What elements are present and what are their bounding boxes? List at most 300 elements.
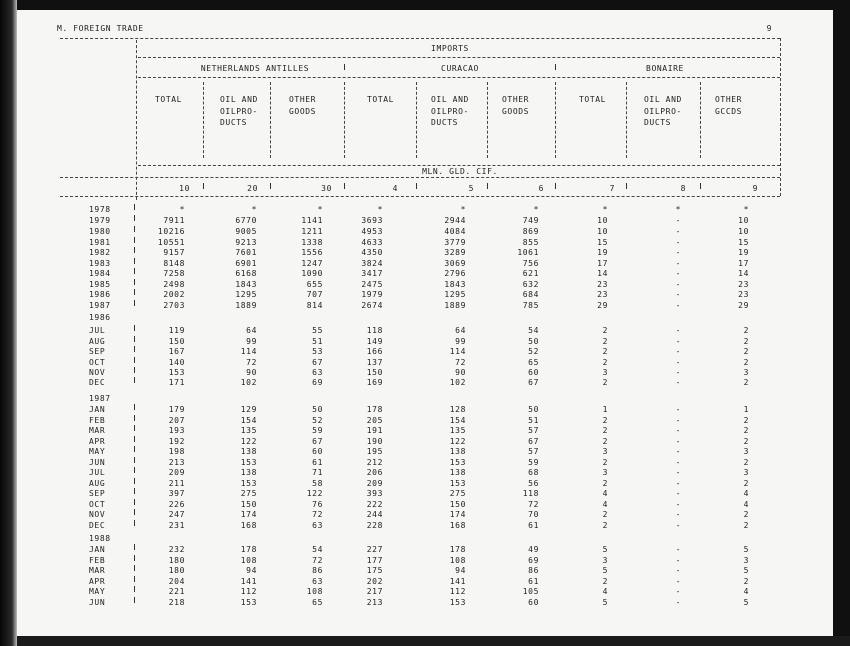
table-cell: 191 xyxy=(366,426,383,435)
table-cell: * xyxy=(743,205,749,214)
row-period: DEC xyxy=(89,378,106,387)
table-cell: 72 xyxy=(455,357,466,367)
table-cell: 218 xyxy=(168,597,185,607)
table-cell: 7258 xyxy=(163,269,185,278)
table-cell: 3 xyxy=(602,468,608,477)
column-header-6: OTHER xyxy=(502,95,530,104)
column-header-8: OIL AND xyxy=(644,95,682,104)
table-cell: 3693 xyxy=(361,216,383,225)
table-cell: 2 xyxy=(743,336,749,346)
row-period: JAN xyxy=(89,405,106,414)
table-cell: 65 xyxy=(312,597,323,607)
table-cell: - xyxy=(675,587,681,596)
table-cell: 63 xyxy=(312,576,323,586)
row-divider xyxy=(134,555,135,561)
table-cell: - xyxy=(675,378,681,387)
column-number: 20 xyxy=(247,184,258,193)
row-period: 1984 xyxy=(89,269,111,278)
row-divider xyxy=(134,215,135,221)
column-number-divider xyxy=(626,183,627,189)
table-right-border xyxy=(780,38,781,196)
table-cell: 1211 xyxy=(301,227,323,236)
table-cell: 52 xyxy=(312,415,323,425)
row-divider xyxy=(134,268,135,274)
group-divider xyxy=(555,64,556,70)
table-cell: 102 xyxy=(449,378,466,387)
row-divider xyxy=(134,446,135,452)
column-divider xyxy=(203,82,204,158)
table-cell: 2 xyxy=(602,457,608,467)
block-year-label: 1986 xyxy=(89,313,111,322)
table-cell: 213 xyxy=(168,457,185,467)
table-cell: 4084 xyxy=(444,227,466,236)
page-number: 9 xyxy=(766,24,772,33)
table-cell: 3 xyxy=(743,468,749,477)
table-cell: 108 xyxy=(306,587,323,596)
table-cell: 72 xyxy=(312,555,323,565)
column-number: 8 xyxy=(680,184,686,193)
row-divider xyxy=(134,415,135,421)
column-number-divider xyxy=(416,183,417,189)
column-number: 30 xyxy=(321,184,332,193)
table-cell: 122 xyxy=(449,436,466,446)
table-cell: 178 xyxy=(449,545,466,554)
table-cell: 168 xyxy=(240,520,257,530)
table-cell: - xyxy=(675,279,681,289)
table-cell: 141 xyxy=(240,576,257,586)
table-cell: 1090 xyxy=(301,269,323,278)
table-cell: 23 xyxy=(597,279,608,289)
row-divider xyxy=(134,226,135,232)
section-title: M. FOREIGN TRADE xyxy=(57,24,144,33)
row-divider xyxy=(134,509,135,515)
table-cell: 61 xyxy=(528,520,539,530)
row-period: JAN xyxy=(89,545,106,554)
table-cell: 5 xyxy=(743,566,749,575)
table-cell: 17 xyxy=(738,258,749,268)
table-cell: 177 xyxy=(366,555,383,565)
table-cell: 205 xyxy=(366,415,383,425)
row-period: MAY xyxy=(89,587,106,596)
column-header-2: OILPRO- xyxy=(220,106,258,116)
table-cell: 10216 xyxy=(157,227,185,236)
table-cell: 153 xyxy=(449,597,466,607)
table-cell: 69 xyxy=(312,378,323,387)
table-cell: * xyxy=(675,205,681,214)
table-cell: 2703 xyxy=(163,300,185,310)
table-cell: 178 xyxy=(366,405,383,414)
table-cell: 154 xyxy=(240,415,257,425)
row-period: 1979 xyxy=(89,216,111,225)
table-cell: 3 xyxy=(743,555,749,565)
column-number: 4 xyxy=(392,184,398,193)
table-cell: - xyxy=(675,336,681,346)
row-divider xyxy=(134,576,135,582)
table-cell: 15 xyxy=(738,237,749,247)
table-cell: 2796 xyxy=(444,269,466,278)
row-period: 1986 xyxy=(89,290,111,299)
column-number: 9 xyxy=(752,184,758,193)
column-header-9: OTHER xyxy=(715,95,743,104)
table-cell: 5 xyxy=(743,545,749,554)
table-cell: 153 xyxy=(168,368,185,377)
table-cell: 814 xyxy=(306,300,323,310)
table-cell: 6168 xyxy=(235,269,257,278)
table-cell: 1889 xyxy=(235,300,257,310)
table-cell: 71 xyxy=(312,468,323,477)
table-cell: 86 xyxy=(528,566,539,575)
block-year-label: 1987 xyxy=(89,394,111,403)
table-cell: 149 xyxy=(366,336,383,346)
row-period: APR xyxy=(89,436,106,446)
table-cell: 275 xyxy=(240,489,257,498)
table-cell: 135 xyxy=(240,426,257,435)
table-cell: 393 xyxy=(366,489,383,498)
table-cell: 57 xyxy=(528,426,539,435)
table-cell: 202 xyxy=(366,576,383,586)
table-cell: 2 xyxy=(602,336,608,346)
table-cell: 10 xyxy=(738,216,749,225)
table-cell: 179 xyxy=(168,405,185,414)
row-period: NOV xyxy=(89,510,106,519)
table-cell: 6901 xyxy=(235,258,257,268)
table-cell: 49 xyxy=(528,545,539,554)
column-divider xyxy=(487,82,488,158)
table-cell: 70 xyxy=(528,510,539,519)
table-cell: 749 xyxy=(522,216,539,225)
table-cell: 855 xyxy=(522,237,539,247)
row-period: OCT xyxy=(89,357,106,367)
table-cell: - xyxy=(675,415,681,425)
table-cell: 122 xyxy=(240,436,257,446)
table-cell: 67 xyxy=(528,378,539,387)
table-cell: - xyxy=(675,597,681,607)
table-cell: 150 xyxy=(366,368,383,377)
table-cell: 204 xyxy=(168,576,185,586)
table-cell: 67 xyxy=(312,436,323,446)
table-cell: 94 xyxy=(246,566,257,575)
column-number-divider xyxy=(344,183,345,189)
table-cell: 4 xyxy=(743,587,749,596)
column-divider xyxy=(416,82,417,158)
table-cell: 2 xyxy=(743,478,749,488)
table-cell: 6770 xyxy=(235,216,257,225)
table-cell: 684 xyxy=(522,290,539,299)
table-cell: * xyxy=(460,205,466,214)
table-cell: 231 xyxy=(168,520,185,530)
table-cell: - xyxy=(675,290,681,299)
table-cell: 1979 xyxy=(361,290,383,299)
row-divider xyxy=(134,520,135,526)
table-cell: 3 xyxy=(602,447,608,456)
table-cell: * xyxy=(602,205,608,214)
table-cell: - xyxy=(675,510,681,519)
table-cell: 29 xyxy=(597,300,608,310)
table-cell: 175 xyxy=(366,566,383,575)
table-cell: 153 xyxy=(240,597,257,607)
table-cell: - xyxy=(675,457,681,467)
table-left-divider xyxy=(136,40,137,200)
table-cell: * xyxy=(251,205,257,214)
column-header-3: GOODS xyxy=(289,106,317,116)
table-cell: 72 xyxy=(246,357,257,367)
table-cell: 3289 xyxy=(444,248,466,257)
row-divider xyxy=(134,478,135,484)
column-header-2: DUCTS xyxy=(220,118,248,127)
table-cell: 23 xyxy=(738,279,749,289)
table-cell: 58 xyxy=(312,478,323,488)
table-cell: 4633 xyxy=(361,237,383,247)
column-header-8: OILPRO- xyxy=(644,106,682,116)
table-cell: 99 xyxy=(455,336,466,346)
header-rule-bottom xyxy=(60,196,780,197)
table-cell: 2 xyxy=(743,576,749,586)
table-cell: 60 xyxy=(312,447,323,456)
table-cell: 137 xyxy=(366,357,383,367)
row-divider xyxy=(134,336,135,342)
table-cell: 1247 xyxy=(301,258,323,268)
row-divider xyxy=(134,565,135,571)
table-cell: 2 xyxy=(602,426,608,435)
table-cell: 178 xyxy=(240,545,257,554)
table-cell: - xyxy=(675,520,681,530)
column-header-5: DUCTS xyxy=(431,118,459,127)
row-period: OCT xyxy=(89,499,106,509)
table-cell: 221 xyxy=(168,587,185,596)
table-cell: 4 xyxy=(602,489,608,498)
table-cell: - xyxy=(675,405,681,414)
table-cell: 9213 xyxy=(235,237,257,247)
table-cell: 8148 xyxy=(163,258,185,268)
column-header-1: TOTAL xyxy=(155,95,183,104)
table-cell: 168 xyxy=(449,520,466,530)
table-cell: 217 xyxy=(366,587,383,596)
table-cell: 2 xyxy=(602,347,608,356)
table-cell: 53 xyxy=(312,347,323,356)
table-cell: 2498 xyxy=(163,279,185,289)
table-cell: - xyxy=(675,478,681,488)
table-cell: 50 xyxy=(528,336,539,346)
table-cell: 10 xyxy=(597,227,608,236)
table-cell: 54 xyxy=(528,326,539,335)
table-cell: 59 xyxy=(312,426,323,435)
row-period: MAR xyxy=(89,426,106,435)
table-cell: 5 xyxy=(602,545,608,554)
row-period: SEP xyxy=(89,347,106,356)
table-cell: 1843 xyxy=(444,279,466,289)
table-cell: - xyxy=(675,555,681,565)
row-divider xyxy=(134,404,135,410)
table-cell: 1338 xyxy=(301,237,323,247)
table-cell: - xyxy=(675,237,681,247)
table-cell: 3824 xyxy=(361,258,383,268)
table-cell: 4 xyxy=(602,499,608,509)
row-period: AUG xyxy=(89,336,106,346)
table-cell: 61 xyxy=(528,576,539,586)
table-cell: 4 xyxy=(602,587,608,596)
row-divider xyxy=(134,237,135,243)
table-cell: 2 xyxy=(743,326,749,335)
row-period: DEC xyxy=(89,520,106,530)
table-cell: * xyxy=(179,205,185,214)
table-cell: 138 xyxy=(240,468,257,477)
table-cell: 153 xyxy=(449,478,466,488)
table-cell: 174 xyxy=(240,510,257,519)
table-cell: 9157 xyxy=(163,248,185,257)
table-cell: 1843 xyxy=(235,279,257,289)
table-cell: 64 xyxy=(455,326,466,335)
table-cell: - xyxy=(675,347,681,356)
table-cell: 4953 xyxy=(361,227,383,236)
column-divider xyxy=(555,82,556,158)
row-divider xyxy=(134,467,135,473)
row-period: NOV xyxy=(89,368,106,377)
table-cell: 64 xyxy=(246,326,257,335)
column-number: 10 xyxy=(179,184,190,193)
table-cell: 621 xyxy=(522,269,539,278)
table-cell: 3 xyxy=(743,368,749,377)
table-cell: 1061 xyxy=(517,248,539,257)
table-cell: 114 xyxy=(449,347,466,356)
table-cell: 632 xyxy=(522,279,539,289)
table-cell: 153 xyxy=(449,457,466,467)
document-page xyxy=(17,10,833,636)
table-cell: 190 xyxy=(366,436,383,446)
table-cell: 1141 xyxy=(301,216,323,225)
row-divider xyxy=(134,300,135,306)
table-cell: 1295 xyxy=(444,290,466,299)
table-cell: 209 xyxy=(366,478,383,488)
table-cell: 138 xyxy=(449,447,466,456)
column-header-7: TOTAL xyxy=(579,95,607,104)
table-cell: 244 xyxy=(366,510,383,519)
row-period: 1982 xyxy=(89,248,111,257)
table-cell: 2 xyxy=(602,520,608,530)
table-cell: 212 xyxy=(366,457,383,467)
table-cell: 4 xyxy=(743,499,749,509)
table-cell: 129 xyxy=(240,405,257,414)
table-cell: - xyxy=(675,489,681,498)
table-cell: 1 xyxy=(743,405,749,414)
table-cell: 108 xyxy=(240,555,257,565)
table-cell: 2475 xyxy=(361,279,383,289)
table-cell: 90 xyxy=(455,368,466,377)
table-cell: 118 xyxy=(522,489,539,498)
table-cell: 138 xyxy=(449,468,466,477)
table-cell: 140 xyxy=(168,357,185,367)
table-cell: 3779 xyxy=(444,237,466,247)
table-cell: 60 xyxy=(528,368,539,377)
block-year-label: 1988 xyxy=(89,534,111,543)
group-curacao: CURACAO xyxy=(441,64,479,73)
table-cell: 2 xyxy=(602,357,608,367)
table-cell: 3069 xyxy=(444,258,466,268)
table-cell: * xyxy=(533,205,539,214)
table-cell: * xyxy=(317,205,323,214)
table-cell: 63 xyxy=(312,368,323,377)
row-period: MAR xyxy=(89,566,106,575)
row-period: SEP xyxy=(89,489,106,498)
table-cell: 171 xyxy=(168,378,185,387)
table-cell: 90 xyxy=(246,368,257,377)
table-cell: 9005 xyxy=(235,227,257,236)
table-cell: 102 xyxy=(240,378,257,387)
column-number: 7 xyxy=(609,184,615,193)
table-cell: 141 xyxy=(449,576,466,586)
table-cell: 150 xyxy=(240,499,257,509)
table-cell: 247 xyxy=(168,510,185,519)
column-header-9: GCCDS xyxy=(715,106,743,116)
table-cell: 2 xyxy=(743,378,749,387)
table-cell: 128 xyxy=(449,405,466,414)
table-cell: 63 xyxy=(312,520,323,530)
table-cell: 99 xyxy=(246,336,257,346)
table-cell: - xyxy=(675,216,681,225)
table-cell: - xyxy=(675,576,681,586)
table-cell: 2 xyxy=(602,378,608,387)
table-cell: 86 xyxy=(312,566,323,575)
row-period: JUN xyxy=(89,597,106,607)
table-cell: 3 xyxy=(602,368,608,377)
table-cell: 76 xyxy=(312,499,323,509)
table-cell: 153 xyxy=(240,457,257,467)
table-cell: 114 xyxy=(240,347,257,356)
table-cell: 2 xyxy=(743,357,749,367)
row-divider xyxy=(134,597,135,603)
table-cell: - xyxy=(675,426,681,435)
group-bonaire: BONAIRE xyxy=(646,64,684,73)
table-cell: 2674 xyxy=(361,300,383,310)
column-number-divider xyxy=(487,183,488,189)
table-cell: 206 xyxy=(366,468,383,477)
table-cell: 112 xyxy=(449,587,466,596)
table-cell: 112 xyxy=(240,587,257,596)
table-cell: 7601 xyxy=(235,248,257,257)
table-cell: 153 xyxy=(240,478,257,488)
scan-left-edge xyxy=(0,0,17,646)
table-cell: 5 xyxy=(743,597,749,607)
row-divider xyxy=(134,586,135,592)
table-cell: 193 xyxy=(168,426,185,435)
table-cell: 195 xyxy=(366,447,383,456)
column-number-divider xyxy=(203,183,204,189)
table-cell: 227 xyxy=(366,545,383,554)
table-cell: - xyxy=(675,436,681,446)
table-cell: 192 xyxy=(168,436,185,446)
table-cell: 2 xyxy=(602,478,608,488)
table-cell: 50 xyxy=(312,405,323,414)
table-cell: 60 xyxy=(528,597,539,607)
group-netherlands-antilles: NETHERLANDS ANTILLES xyxy=(200,64,310,73)
column-header-4: TOTAL xyxy=(367,95,395,104)
table-cell: 19 xyxy=(738,248,749,257)
row-divider xyxy=(134,325,135,331)
column-header-6: GOODS xyxy=(502,106,530,116)
column-divider xyxy=(626,82,627,158)
table-cell: 169 xyxy=(366,378,383,387)
table-cell: 1295 xyxy=(235,290,257,299)
table-cell: 2 xyxy=(743,436,749,446)
table-cell: 52 xyxy=(528,347,539,356)
row-period: APR xyxy=(89,576,106,586)
row-period: 1985 xyxy=(89,279,111,289)
table-cell: 2 xyxy=(743,347,749,356)
table-cell: - xyxy=(675,357,681,367)
table-cell: 105 xyxy=(522,587,539,596)
column-header-5: OILPRO- xyxy=(431,106,469,116)
table-cell: 2 xyxy=(743,415,749,425)
table-cell: 54 xyxy=(312,545,323,554)
